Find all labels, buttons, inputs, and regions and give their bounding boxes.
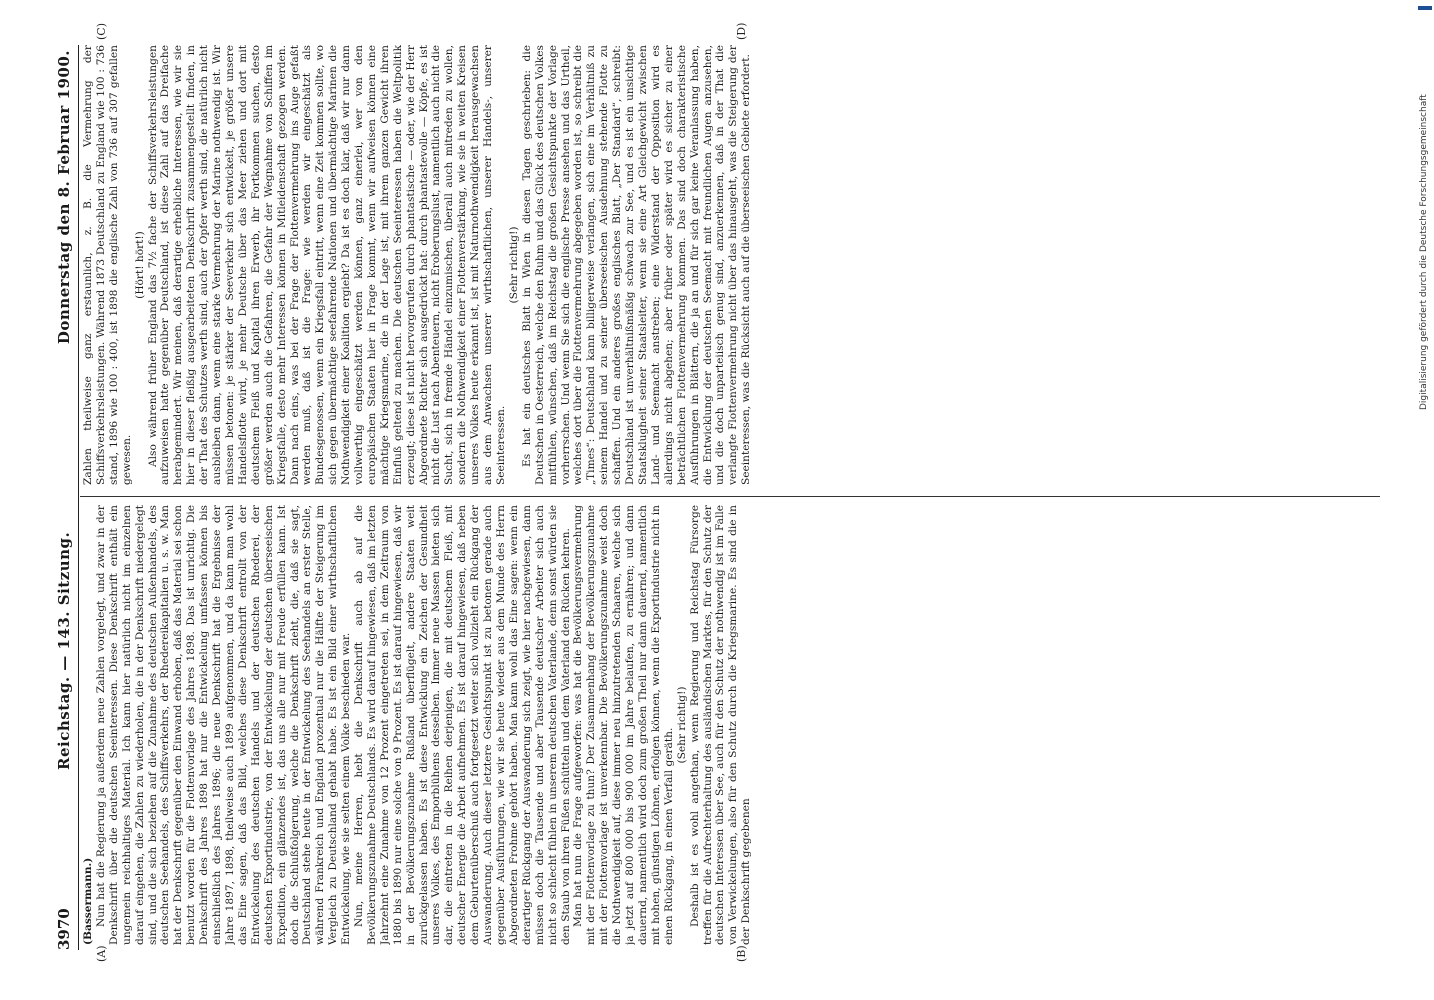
paragraph: Es hat ein deutsches Blatt in Wien in diesen Tagen geschrieben: die Deutschen in Oesterreich, welche den Ruhm und das Glück des deutschen Volkes mitfühlen, wünschen, daß im Reichstag die großen Gesichtspunkte der Vorlage vorherrschen. Und wenn Sie sich die englische Presse ansehen und das Urtheil, welches dort über die Flottenvermehrung abgegeben worden ist, so schreibt die „Times“: Deutschland kann billigerweise verlangen, sich eine im Verhältniß zu seinem Handel und zu seiner überseeischen Ausdehnung stehende Flotte zu schaffen. Und ein anderes großes englisches Blatt, „Der Standard“, schreibt: Deutschland ist unverhältnißmäßig schwach zur See, und es ist ein unsichtige Staatsklugheit seiner Staatsleiter, wenn sie eine Art Gleichgewicht zwischen Land- und Seemacht anstreben; eine Widerstand der Opposition wird es allerdings nicht abgehen; aber früher oder später wird es sicher zu einer beträchtlichen Flottenvermehrung kommen. Das sind doch charakteristische Ausführungen in Blättern, die ja an und für sich gar keine Veranlassung haben, die Entwicklung der deutschen Seemacht mit freundlichen Augen anzusehen, und die doch unparteiisch genug sind, anzuerkennen, daß in der That die verlangte Flottenvermehrung nicht über das hinausgeht, was die Steigerung der Seeinteressen, was die Rücksicht auch auf die überseeischen Gebiete erfordert. bbox=[520, 45, 753, 485]
interjection: (Sehr richtig!) bbox=[675, 686, 688, 764]
paragraph: Nun, meine Herren, hebt die Denkschrift auch ab auf die Bevölkerungszunahme Deutschlands. Es wird darauf hingewiesen, daß im letzten Jahrzehnt eine Zunahme von 12 Prozent eingetreten sei, in dem Zeitraum von 1880 bis 1890 nur eine solche von 9 Prozent. Es ist darauf hingewiesen, daß wir in der Bevölkerungszunahme Rußland überflügelt, andere Staaten weit zurückgelassen haben. Es ist diese Entwicklung ein Zeichen der Gesundheit unseres Volkes, des Emporblühens desselben. Immer neue Massen bieten sich dar, die eintreten in die Reihen derjenigen, die mit deutschem Fleiß, mit deutscher Energie die Arbeit aufnehmen. Es ist darauf hingewiesen, daß neben dem Geburtenüberschuß auch fortgesetzt weiter sich vollzieht ein Rückgang der Auswanderung. Auch dieser letztere Gesichtspunkt ist zu betonen gerade auch gegenüber Ausführungen, wie wir sie heute wieder aus dem Munde des Herrn Abgeordneten Frohme gehört haben. Man kann wohl das Eine sagen: wenn ein derartiger Rückgang der Auswanderung sich zeigt, wie hier nachgewiesen, dann müssen doch die Tausende und aber Tausende deutscher Arbeiter sich auch nicht so schlecht fühlen in unserem deutschen Vaterlande, denn sonst würden sie den Staub von ihren Füßen schütteln und dem Vaterland den Rücken kehren. bbox=[353, 505, 572, 945]
paragraph: Man hat nun die Frage aufgeworfen: was hat die Bevölkerungsvermehrung mit der Flottenvorlage zu thun? Der Zusammenhang der Bevölkerungszunahme mit der Flottenvorlage ist unverkennbar. Die Bevölkerungszunahme weist doch die Nothwendigkeit auf, diese immer neu hinzutretenden Schaaren, welche sich ja jetzt auf 800 000 bis 900 000 im Jahre belaufen, zu ernähren; und dann dauernd, namentlich wird doch zum großen Theil nur dann dauernd, namentlich mit hohen, günstigen Löhnen, erfolgen können, wenn die Exportindustrie nicht in einen Rückgang, in einen Verfall geräth. bbox=[572, 505, 675, 945]
interjection: (Sehr richtig!) bbox=[507, 226, 520, 304]
right-column bbox=[82, 45, 1362, 485]
column-divider bbox=[80, 496, 1380, 497]
margin-letter-b: (B) bbox=[735, 945, 748, 962]
running-date: Donnerstag den 8. Februar 1900. bbox=[55, 50, 73, 345]
margin-letter-d: (D) bbox=[735, 22, 748, 40]
paragraph: Also während früher England das 7½ fache der Schiffsverkehrsleistungen aufzuweisen hatte gegenüber Deutschland, ist diese Zahl auf das Dreifache herabgemindert. Wir meinen, daß derartige erhebliche Interessen, wie wir sie hier in dieser fleißig ausgearbeiteten Denkschrift zusammengestellt finden, in der That des Schutzes werth sind, auch der Opfer werth sind, die natürlich nicht ausbleiben dann, wenn eine starke Vermehrung der Marine nothwendig ist. Wir müssen betonen: je stärker der Seeverkehr sich entwickelt, je größer unsere Handelsflotte wird, je mehr Deutsche über das Meer ziehen und dort mit deutschem Fleiß und Kapital ihren Erwerb, ihr Fortkommen suchen, desto größer werden auch die Gefahren, die Gefahr der Wegnahme von Schiffen im Kriegsfalle, desto mehr Interessen können in Mitleidenschaft gezogen werden. Dann nach eins, was bei der Frage der Flottenvermehrung ins Auge gefaßt werden muß, daß ist die Frage: wie werden wir eingeschätzt als Bundesgenossen, wenn ein Kriegsfall eintritt, wenn eine Zeit kommen sollte, wo sich gegen übermächtige seefahrende Nationen und übermächtige Marinen die Nothwendigkeit einer Koalition ergiebt? Da ist es doch klar, daß wir nur dann vollwerthig eingeschätzt werden können, ganz einerlei, wer von den europäischen Staaten hier in Frage kommt, wenn wir aufweisen können eine mächtige Kriegsmarine, die in der Lage ist, mit ihrem ganzen Gewicht ihren Einfluß geltend zu machen. Die deutschen Seeinteressen haben die Weltpolitik erzeugt; diese ist nicht hervorgerufen durch phantastische — oder, wie der Herr Abgeordnete Richter sich ausgedrückt hat: durch phantastevolle — Köpfe, es ist nicht die Lust nach Abenteuern, nicht Eroberungslust, namentlich auch nicht die Sucht, sich in fremde Händel einzumischen, überall auch mitreden zu wollen, sondern die Nothwendigkeit einer Flottenverstärkung, wie sie in weiten Kreisen unseres Volkes heute erkannt ist, ist mit Naturnothwendigkeit herausgewachsen aus dem Anwachsen unserer wirthschaftlichen, unserer Handels-, unserer Seeinteressen. bbox=[146, 45, 507, 485]
paragraph: Deshalb ist es wohl angethan, wenn Regierung und Reichstag Fürsorge treffen für die Aufrechterhaltung des ausländischen Marktes, für den Schutz der deutschen Interessen über See, auch für den Schutz der nothwendig ist im Falle von Verwickelungen, also für den Schutz durch die Kriegsmarine. Es sind die in der Denkschrift gegebenen bbox=[688, 505, 753, 945]
running-header bbox=[55, 50, 77, 950]
left-column bbox=[82, 505, 1362, 945]
margin-letter-a: (A) bbox=[95, 945, 108, 962]
digitization-note bbox=[1416, 10, 1434, 430]
digitization-text: Digitalisierung gefördert durch die Deutsche Forschungsgemeinschaft bbox=[1419, 94, 1429, 410]
page-number: 3970 bbox=[55, 908, 73, 950]
paragraph: Nun hat die Regierung ja außerdem neue Zahlen vorgelegt, und zwar in der Denkschrift über die deutschen Seeinteressen. Diese Denkschrift enthält ein ungemein reichhaltiges Material. Ich kann hier natürlich nicht im einzelnen darauf eingehen, die Zahlen zu wiederholen, die in der Denkschrift niedergelegt sind, und die sich beziehen auf die Zunahme des deutschen Außenhandels, des deutschen Seehandels, des Schiffsverkehrs, der Rhedereikapitalien u. s. w. Man hat der Denkschrift gegenüber den Einwand erhoben, daß das Material sei schon benutzt worden für die Flottenvorlage des Jahres 1898. Das ist unrichtig. Die Denkschrift des Jahres 1898 hat nur die Entwickelung umfassen können bis einschließlich des Jahres 1896; die neue Denkschrift hat die Ergebnisse der Jahre 1897, 1898, theilweise auch 1899 aufgenommen, und da kann man wohl das Eine sagen, daß das Bild, welches diese Denkschrift entrollt von der Entwickelung des deutschen Handels und der deutschen Rhederei, der deutschen Exportindustrie, von der Entwickelung der deutschen überseeischen Expedition, ein glänzendes ist, das uns alle nur mit Freude erfüllen kann. Ist doch die Schlußfolgerung, welche die Denkschrift zieht, die, daß sie sagt, Deutschland stehe heute in der Entwickelung des Seehandels an erster Stelle, während Frankreich und England prozentual nur die Hälfte der Steigerung im Vergleich zu Deutschland gehabt habe. Es ist ein Bild einer wirthschaftlichen Entwickelung, wie sie selten einem Volke beschieden war. bbox=[94, 505, 353, 945]
paragraph: Zahlen theilweise ganz erstaunlich, z. B. die Vermehrung der Schiffsverkehrsleistungen. Während 1873 Deutschland zu England wie 100 : 736 stand, 1896 wie 100 : 400, ist 1898 die englische Zahl von 736 auf 307 gefallen gewesen. bbox=[82, 45, 133, 485]
margin-letter-c: (C) bbox=[95, 23, 108, 40]
header-rule bbox=[78, 45, 79, 950]
running-title: Reichstag. — 143. Sitzung. bbox=[55, 531, 73, 770]
speaker-name: (Bassermann.) bbox=[82, 857, 94, 945]
interjection: (Hört! hört!) bbox=[133, 231, 146, 299]
